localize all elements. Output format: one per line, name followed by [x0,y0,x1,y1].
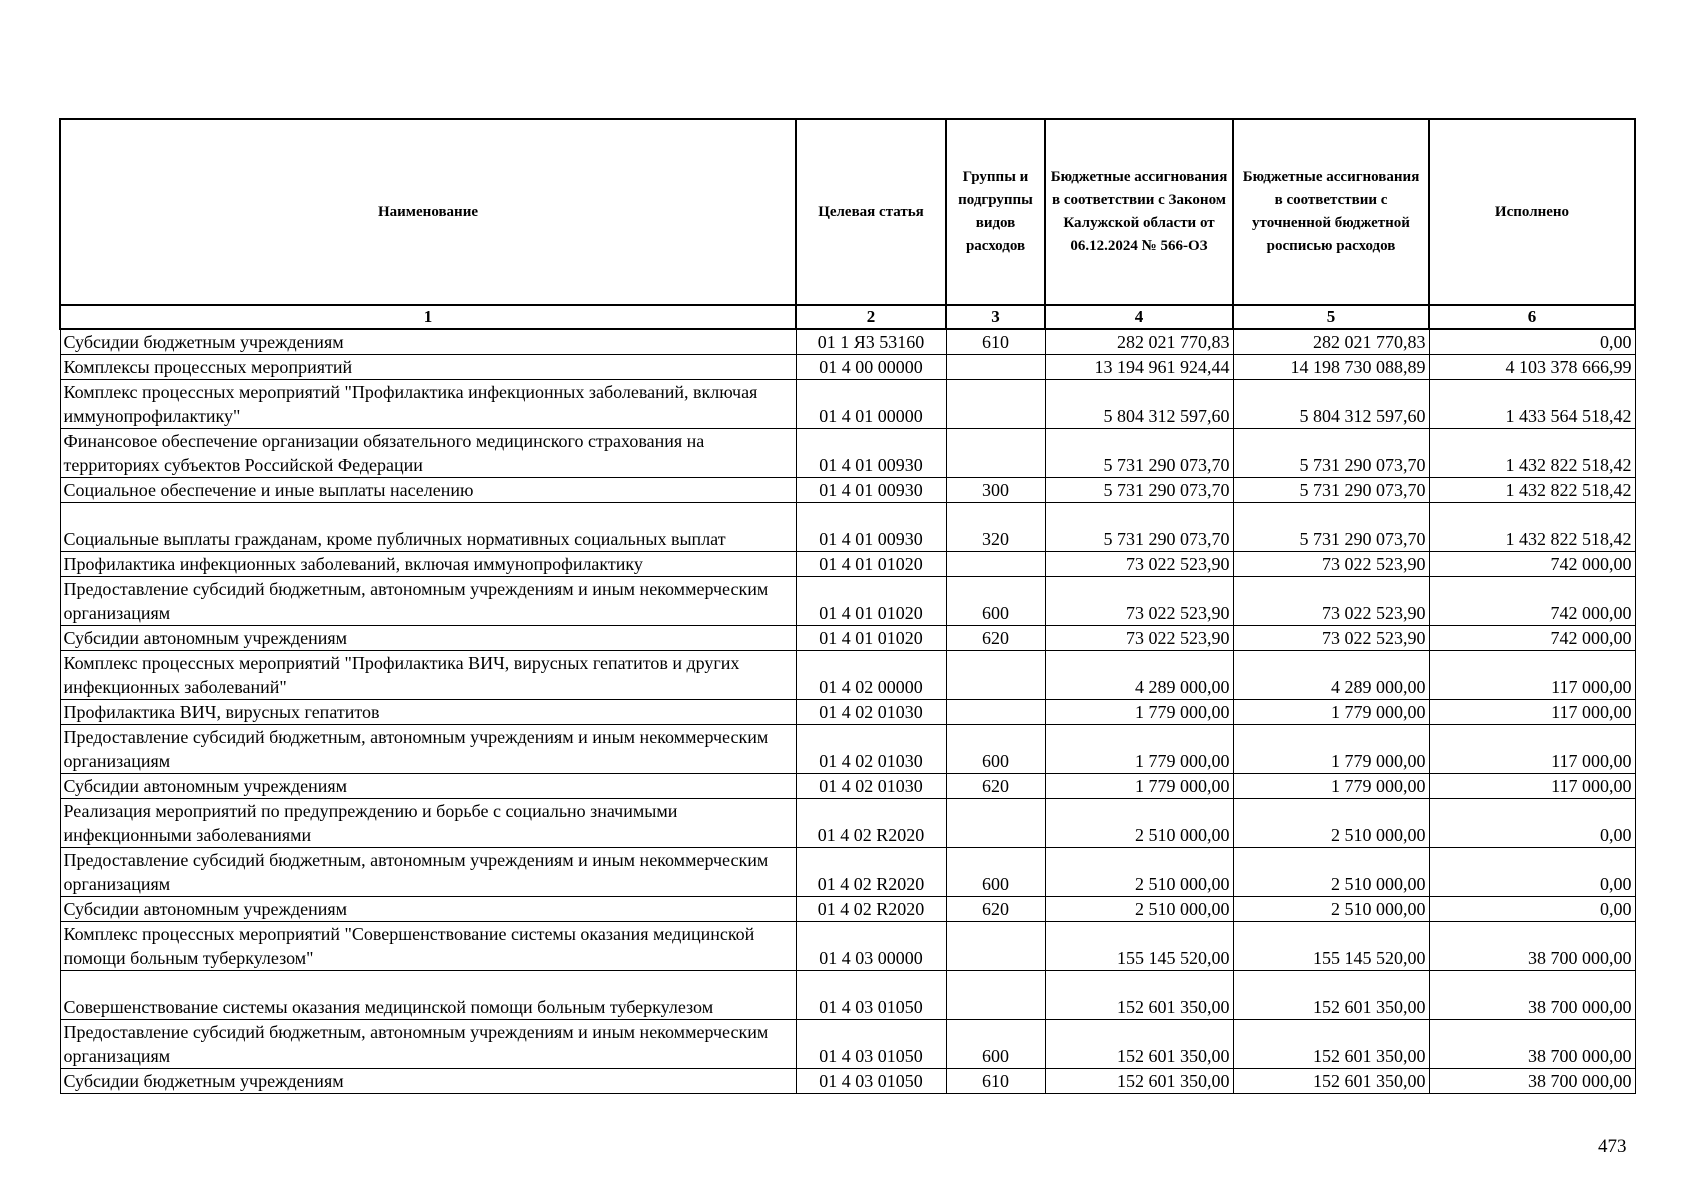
row-executed-amount: 742 000,00 [1429,552,1635,577]
header-expense-groups: Группы и подгруппы видов расходов [946,119,1045,305]
row-executed-amount: 742 000,00 [1429,577,1635,626]
row-target-article: 01 4 02 01030 [796,725,946,774]
header-law-appropriations: Бюджетные ассигнования в соответствии с Законом Калужской области от 06.12.2024 № 566-ОЗ [1045,119,1233,305]
row-expense-group: 320 [946,503,1045,552]
row-law-amount: 5 731 290 073,70 [1045,429,1233,478]
row-expense-group: 600 [946,577,1045,626]
row-law-amount: 152 601 350,00 [1045,971,1233,1020]
row-refined-amount: 155 145 520,00 [1233,922,1429,971]
row-expense-group: 600 [946,1020,1045,1069]
row-law-amount: 13 194 961 924,44 [1045,355,1233,380]
row-name: Реализация мероприятий по предупреждению и борьбе с социально значимыми инфекционными заболеваниями [60,799,796,848]
table-row [60,552,1635,577]
row-refined-amount: 152 601 350,00 [1233,1069,1429,1094]
table-body [60,329,1635,1094]
row-target-article: 01 4 02 00000 [796,651,946,700]
table-row [60,478,1635,503]
row-refined-amount: 2 510 000,00 [1233,848,1429,897]
row-name: Финансовое обеспечение организации обязательного медицинского страхования на территориях субъектов Российской Федерации [60,429,796,478]
row-target-article: 01 4 00 00000 [796,355,946,380]
header-number: 3 [946,305,1045,329]
row-name: Субсидии автономным учреждениям [60,626,796,651]
row-expense-group [946,651,1045,700]
row-expense-group [946,429,1045,478]
header-target-article: Целевая статья [796,119,946,305]
row-executed-amount: 117 000,00 [1429,774,1635,799]
row-executed-amount: 1 432 822 518,42 [1429,429,1635,478]
row-target-article: 01 4 03 01050 [796,1069,946,1094]
table-row [60,774,1635,799]
row-executed-amount: 742 000,00 [1429,626,1635,651]
row-refined-amount: 282 021 770,83 [1233,329,1429,355]
row-name: Субсидии бюджетным учреждениям [60,1069,796,1094]
row-name: Профилактика ВИЧ, вирусных гепатитов [60,700,796,725]
row-executed-amount: 0,00 [1429,848,1635,897]
row-executed-amount: 117 000,00 [1429,651,1635,700]
row-executed-amount: 38 700 000,00 [1429,1069,1635,1094]
row-expense-group [946,355,1045,380]
row-target-article: 01 4 02 R2020 [796,799,946,848]
row-target-article: 01 4 03 00000 [796,922,946,971]
row-name: Предоставление субсидий бюджетным, автономным учреждениям и иным некоммерческим организациям [60,577,796,626]
row-executed-amount: 117 000,00 [1429,725,1635,774]
row-refined-amount: 1 779 000,00 [1233,725,1429,774]
table-row [60,626,1635,651]
row-name: Комплекс процессных мероприятий "Профилактика ВИЧ, вирусных гепатитов и других инфекционных заболеваний" [60,651,796,700]
row-name: Предоставление субсидий бюджетным, автономным учреждениям и иным некоммерческим организациям [60,848,796,897]
row-law-amount: 5 804 312 597,60 [1045,380,1233,429]
table-row [60,503,1635,552]
row-expense-group: 620 [946,774,1045,799]
row-refined-amount: 152 601 350,00 [1233,1020,1429,1069]
row-executed-amount: 0,00 [1429,897,1635,922]
row-law-amount: 1 779 000,00 [1045,700,1233,725]
row-refined-amount: 5 731 290 073,70 [1233,478,1429,503]
budget-table [59,118,1636,1094]
table-row [60,577,1635,626]
row-refined-amount: 73 022 523,90 [1233,577,1429,626]
row-refined-amount: 1 779 000,00 [1233,700,1429,725]
header-number: 6 [1429,305,1635,329]
table-row [60,922,1635,971]
row-expense-group [946,799,1045,848]
row-law-amount: 5 731 290 073,70 [1045,503,1233,552]
budget-table-container [59,118,1634,1094]
row-law-amount: 2 510 000,00 [1045,897,1233,922]
row-target-article: 01 4 01 01020 [796,626,946,651]
header-name: Наименование [60,119,796,305]
row-law-amount: 73 022 523,90 [1045,577,1233,626]
row-law-amount: 1 779 000,00 [1045,725,1233,774]
row-law-amount: 5 731 290 073,70 [1045,478,1233,503]
table-row [60,725,1635,774]
row-executed-amount: 1 433 564 518,42 [1429,380,1635,429]
table-row [60,799,1635,848]
row-name: Предоставление субсидий бюджетным, автономным учреждениям и иным некоммерческим организациям [60,725,796,774]
row-expense-group [946,971,1045,1020]
table-row [60,1069,1635,1094]
row-target-article: 01 4 01 00930 [796,478,946,503]
row-target-article: 01 4 01 01020 [796,577,946,626]
row-target-article: 01 4 01 00000 [796,380,946,429]
row-refined-amount: 152 601 350,00 [1233,971,1429,1020]
row-name: Субсидии автономным учреждениям [60,897,796,922]
header-number: 4 [1045,305,1233,329]
row-expense-group [946,922,1045,971]
row-target-article: 01 4 01 01020 [796,552,946,577]
row-refined-amount: 2 510 000,00 [1233,799,1429,848]
row-name: Социальные выплаты гражданам, кроме публичных нормативных социальных выплат [60,503,796,552]
row-name: Предоставление субсидий бюджетным, автономным учреждениям и иным некоммерческим организациям [60,1020,796,1069]
row-expense-group: 610 [946,1069,1045,1094]
header-executed: Исполнено [1429,119,1635,305]
row-expense-group [946,700,1045,725]
row-name: Комплексы процессных мероприятий [60,355,796,380]
table-row [60,380,1635,429]
row-expense-group: 610 [946,329,1045,355]
row-expense-group: 620 [946,626,1045,651]
header-number: 1 [60,305,796,329]
row-name: Профилактика инфекционных заболеваний, включая иммунопрофилактику [60,552,796,577]
row-name: Комплекс процессных мероприятий "Совершенствование системы оказания медицинской помощи больным туберкулезом" [60,922,796,971]
row-law-amount: 73 022 523,90 [1045,626,1233,651]
row-expense-group: 600 [946,848,1045,897]
table-row [60,848,1635,897]
row-expense-group [946,380,1045,429]
row-expense-group: 600 [946,725,1045,774]
page-number: 473 [1598,1136,1627,1157]
table-row [60,329,1635,355]
row-target-article: 01 4 01 00930 [796,503,946,552]
table-row [60,971,1635,1020]
row-target-article: 01 4 02 R2020 [796,848,946,897]
row-target-article: 01 1 Я3 53160 [796,329,946,355]
row-executed-amount: 38 700 000,00 [1429,971,1635,1020]
row-target-article: 01 4 03 01050 [796,1020,946,1069]
row-executed-amount: 1 432 822 518,42 [1429,478,1635,503]
row-executed-amount: 38 700 000,00 [1429,1020,1635,1069]
row-target-article: 01 4 02 01030 [796,700,946,725]
row-target-article: 01 4 03 01050 [796,971,946,1020]
row-law-amount: 152 601 350,00 [1045,1069,1233,1094]
row-executed-amount: 4 103 378 666,99 [1429,355,1635,380]
row-target-article: 01 4 02 R2020 [796,897,946,922]
row-executed-amount: 117 000,00 [1429,700,1635,725]
table-row [60,429,1635,478]
row-executed-amount: 1 432 822 518,42 [1429,503,1635,552]
row-law-amount: 152 601 350,00 [1045,1020,1233,1069]
header-number: 5 [1233,305,1429,329]
row-law-amount: 4 289 000,00 [1045,651,1233,700]
row-refined-amount: 5 804 312 597,60 [1233,380,1429,429]
row-expense-group [946,552,1045,577]
row-law-amount: 2 510 000,00 [1045,799,1233,848]
row-refined-amount: 73 022 523,90 [1233,552,1429,577]
table-row [60,1020,1635,1069]
row-law-amount: 1 779 000,00 [1045,774,1233,799]
row-law-amount: 73 022 523,90 [1045,552,1233,577]
table-row [60,700,1635,725]
row-executed-amount: 0,00 [1429,329,1635,355]
row-executed-amount: 38 700 000,00 [1429,922,1635,971]
row-refined-amount: 1 779 000,00 [1233,774,1429,799]
row-law-amount: 155 145 520,00 [1045,922,1233,971]
table-row [60,651,1635,700]
row-name: Совершенствование системы оказания медицинской помощи больным туберкулезом [60,971,796,1020]
row-refined-amount: 73 022 523,90 [1233,626,1429,651]
row-law-amount: 2 510 000,00 [1045,848,1233,897]
row-law-amount: 282 021 770,83 [1045,329,1233,355]
table-row [60,897,1635,922]
row-executed-amount: 0,00 [1429,799,1635,848]
row-name: Комплекс процессных мероприятий "Профилактика инфекционных заболеваний, включая иммунопрофилактику" [60,380,796,429]
table-row [60,355,1635,380]
row-refined-amount: 14 198 730 088,89 [1233,355,1429,380]
row-refined-amount: 5 731 290 073,70 [1233,503,1429,552]
row-target-article: 01 4 02 01030 [796,774,946,799]
row-name: Субсидии бюджетным учреждениям [60,329,796,355]
row-refined-amount: 5 731 290 073,70 [1233,429,1429,478]
row-refined-amount: 2 510 000,00 [1233,897,1429,922]
row-name: Социальное обеспечение и иные выплаты населению [60,478,796,503]
table-header [60,119,1635,329]
header-number: 2 [796,305,946,329]
row-refined-amount: 4 289 000,00 [1233,651,1429,700]
row-target-article: 01 4 01 00930 [796,429,946,478]
row-name: Субсидии автономным учреждениям [60,774,796,799]
row-expense-group: 300 [946,478,1045,503]
header-refined-appropriations: Бюджетные ассигнования в соответствии с уточненной бюджетной росписью расходов [1233,119,1429,305]
row-expense-group: 620 [946,897,1045,922]
